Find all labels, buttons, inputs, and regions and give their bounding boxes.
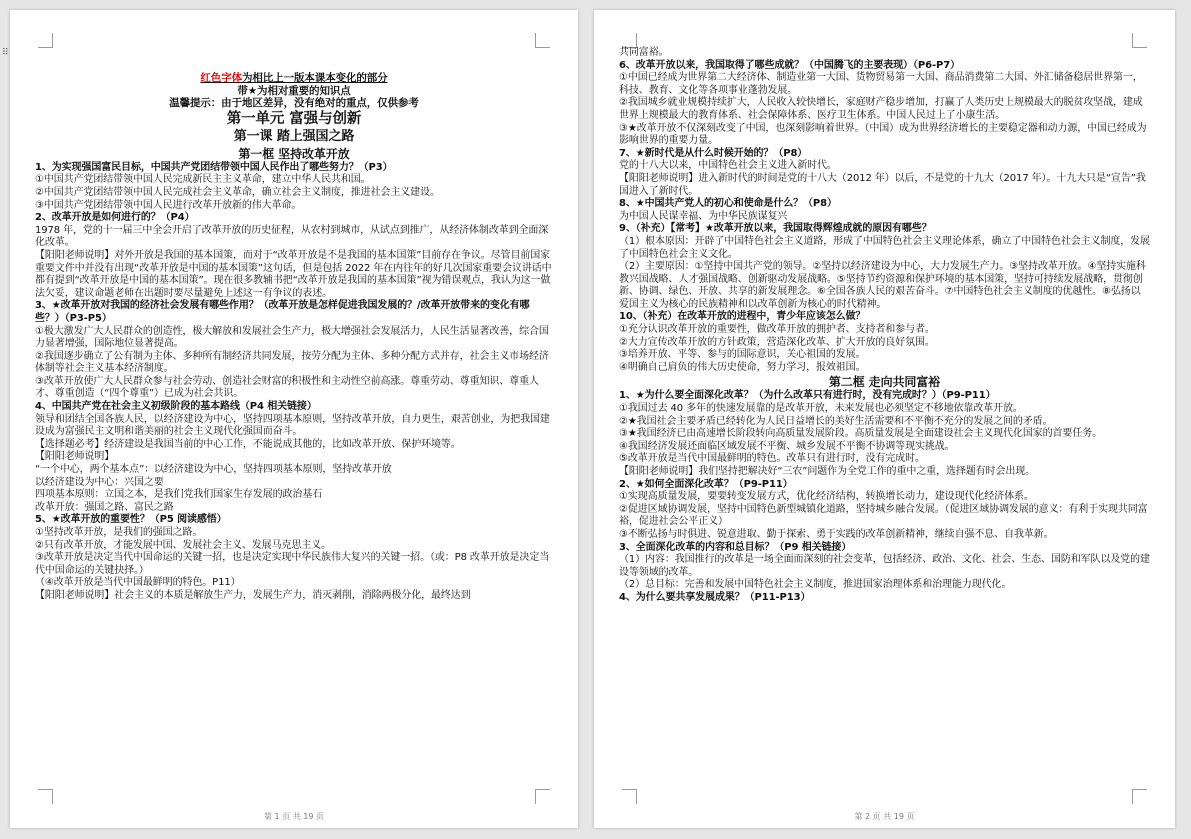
paragraph: ③培养开放、平等、参与的国际意识，关心祖国的发展。: [619, 349, 866, 361]
page-2-body-top: [619, 47, 1150, 374]
revision-note-text: 为相比上一版本课本变化的部分: [242, 72, 388, 84]
paragraph: ②促进区域协调发展，坚持中国特色新型城镇化道路，坚持城乡融合发展。（促进区域协调发展的意义：有利于实现共同富裕，促进社会公平正义）: [619, 503, 1148, 528]
paragraph: （2）主要原因：①坚持中国共产党的领导。②坚持以经济建设为中心，大力发展生产力。③坚持改革开放。④坚持实施科教兴国战略、人才强国战略、创新驱动发展战略。⑤坚持节约资源和保护环境的基本国策，坚持可持续发展战略，贯彻创新、协调、绿色、开放、共享的新发展理念。⑥全国各族人民的艰苦奋斗。⑦中国特色社会主义制度的优越性。⑧弘扬以爱国主义为核心的民族精神和以改革创新为核心的时代精神。: [619, 261, 1146, 310]
paragraph: ④明确自己肩负的伟大历史使命，努力学习，报效祖国。: [619, 361, 866, 373]
paragraph: ③不断弘扬与时俱进、锐意进取、勤于探索、勇于实践的改革创新精神，继续自强不息、自我革新。: [619, 528, 1054, 540]
paragraph: ②中国共产党团结带领中国人民完成社会主义革命，确立社会主义制度，推进社会主义建设。: [35, 186, 440, 198]
paragraph: 以经济建设为中心：兴国之要: [35, 476, 164, 488]
question-heading: 8、★中国共产党人的初心和使命是什么？（P8）: [619, 198, 837, 210]
paragraph: 领导和团结全国各族人民，以经济建设为中心，坚持四项基本原则，坚持改革开放，自力更生，艰苦创业，为把我国建设成为富强民主文明和谐美丽的社会主义现代化强国而奋斗。: [35, 413, 550, 438]
paragraph: ②只有改革开放，才能发展中国、发展社会主义、发展马克思主义。: [35, 539, 331, 551]
paragraph: 【阳阳老师说明】对外开放是我国的基本国策，而对于“改革开放是不是我国的基本国策”目前存在争议。尽管目前国家重要文件中并没有出现“改革开放是中国的基本国策”这句话，但是包括 2022 年在内往年的好几次国家重要会议讲话中都有提到“改革开放是中国的基本国策”。现在很多教辅书把“改革开放是我国的基本国策”视为错误观点，我认为这一做法欠妥，建议命题老师在出题时要尽量避免上述这一有争议的表述。: [35, 249, 552, 299]
frame-title-2: 第二框 走向共同富裕: [828, 375, 941, 390]
paragraph: 改革开放：强国之路、富民之路: [35, 501, 174, 513]
paragraph: ③中国共产党团结带领中国人民进行改革开放新的伟大革命。: [35, 199, 302, 211]
question-heading: 3、全面深化改革的内容和总目标？（P9 相关链接）: [619, 541, 852, 553]
paragraph: ③★改革开放不仅深刻改变了中国，也深刻影响着世界。（中国）成为世界经济增长的主要稳定器和动力源，中国已经成为影响世界的重要力量。: [619, 122, 1147, 147]
question-heading: 10、（补充）在改革开放的进程中，青少年应该怎么做？: [619, 311, 866, 323]
crop-mark: [38, 789, 53, 804]
paragraph: ⑤改革开放是当代中国最鲜明的特色。改革只有进行时，没有完成时。: [619, 453, 925, 465]
question-heading: 2、★如何全面深化改革？（P9-P11）: [619, 478, 793, 490]
page-2-body-bottom: [619, 390, 1150, 604]
paragraph: 为中国人民谋幸福、为中华民族谋复兴: [619, 210, 788, 222]
question-heading: 5、★改革开放的重要性？（P5 阅读感悟）: [35, 514, 227, 526]
paragraph: 四项基本原则：立国之本，是我们党我们国家生存发展的政治基石: [35, 489, 323, 501]
crop-mark: [1132, 33, 1147, 48]
question-heading: 9、（补充）【常考】★改革开放以来，我国取得辉煌成就的原因有哪些？: [619, 223, 932, 235]
paragraph: “一个中心，两个基本点”：以经济建设为中心，坚持四项基本原则，坚持改革开放: [35, 464, 392, 476]
paragraph: ①坚持改革开放，是我们的强国之路。: [35, 527, 203, 538]
paragraph: 共同富裕。: [619, 47, 669, 58]
paragraph: 1978 年，党的十一届三中全会开启了改革开放的历史征程，从农村到城市，从试点到推广，从经济体制改革到全面深化改革。: [35, 224, 549, 249]
frame-title: 第一框 坚持改革开放: [238, 146, 350, 161]
crop-mark: [1132, 789, 1147, 804]
paragraph: 【阳阳老师说明】进入新时代的时间是党的十八大（2012 年）以后，不是党的十九大（2017 年）。十九大只是“宣告”我国进入了新时代。: [619, 172, 1146, 197]
crop-mark: [622, 33, 637, 48]
paragraph: ③改革开放是决定当代中国命运的关键一招，也是决定实现中华民族伟大复兴的关键一招。（或：P8 改革开放是决定当代中国命运的关键抉择。）: [35, 552, 550, 576]
question-heading: 6、改革开放以来，我国取得了哪些成就？（中国腾飞的主要表现）（P6-P7）: [619, 59, 960, 71]
crop-mark: [622, 789, 637, 804]
page-1-content: [35, 72, 553, 603]
document-page-2: [594, 10, 1175, 828]
revision-note: [35, 72, 553, 85]
paragraph: 【阳阳老师说明】我们坚持把解决好“三农”问题作为全党工作的重中之重，选择题有时会出现。: [619, 466, 1036, 477]
question-heading: 2、改革开放是如何进行的？（P4）: [35, 212, 195, 224]
paragraph: （④改革开放是当代中国最鲜明的特色。P11）: [35, 577, 241, 589]
paragraph: ①中国共产党团结带领中国人民完成新民主主义革命，建立中华人民共和国。: [35, 174, 371, 186]
paragraph: 党的十八大以来，中国特色社会主义进入新时代。: [619, 160, 837, 172]
red-text-label: 红色字体: [200, 72, 242, 84]
question-heading: 7、★新时代是从什么时候开始的？（P8）: [619, 147, 808, 159]
paragraph: ②★我国社会主要矛盾已经转化为人民日益增长的美好生活需要和不平衡不充分的发展之间的矛盾。: [619, 415, 1053, 427]
warm-tip: 温馨提示：由于地区差异，没有绝对的重点，仅供参考: [169, 97, 419, 110]
paragraph: ②我国逐步确立了公有制为主体、多种所有制经济共同发展，按劳分配为主体、多种分配方式并存，社会主义市场经济体制等社会主义基本经济制度。: [35, 350, 549, 375]
page-footer: 第 1 页 共 19 页: [264, 812, 324, 821]
crop-mark: [535, 789, 550, 804]
paragraph: ③改革开放使广大人民群众参与社会劳动、创造社会财富的积极性和主动性空前高涨。尊重劳动、尊重知识、尊重人才、尊重创造（“四个尊重”）已成为社会共识。: [35, 375, 539, 400]
paragraph: ③★我国经济已由高速增长阶段转向高质量发展阶段。高质量发展是全面建设社会主义现代化国家的首要任务。: [619, 428, 1103, 440]
paragraph: ④我国经济发展还面临区域发展不平衡、城乡发展不平衡不协调等现实挑战。: [619, 440, 955, 452]
paragraph: ①实现高质量发展，要要转变发展方式，优化经济结构，转换增长动力，建设现代化经济体系。: [619, 491, 1034, 503]
question-heading: 4、为什么要共享发展成果？（P11-P13）: [619, 591, 811, 603]
paragraph: ②我国城乡就业规模持续扩大，人民收入较快增长，家庭财产稳步增加，打赢了人类历史上规模最大的脱贫攻坚战，建成世界上规模最大的教育体系、社会保障体系、医疗卫生体系。中国人民过上了小康生活。: [619, 97, 1143, 121]
paragraph: ①充分认识改革开放的重要性，做改革开放的拥护者、支持者和参与者。: [619, 324, 935, 336]
paragraph: ①中国已经成为世界第二大经济体、制造业第一大国、货物贸易第一大国、商品消费第二大国、外汇储备稳居世界第一，科技、教育、文化等各项事业蓬勃发展。: [619, 72, 1143, 96]
question-heading: 1、为实现强国富民目标，中国共产党团结带领中国人民作出了哪些努力？（P3）: [35, 161, 393, 173]
paragraph: 【阳阳老师说明】: [35, 451, 115, 463]
question-heading: 1、★为什么要全面深化改革？（为什么改革只有进行时，没有完成时？）（P9-P11）: [619, 390, 996, 402]
unit-title: 第一单元 富强与创新: [226, 109, 362, 127]
paragraph: （1）根本原因：开辟了中国特色社会主义道路，形成了中国特色社会主义理论体系，确立了中国特色社会主义制度，发展了中国特色社会主义文化。: [619, 235, 1150, 260]
paragraph: 【选择题必考】经济建设是我国当前的中心工作，不能说成其他的，比如改革开放、保护环境等。: [35, 438, 461, 450]
paragraph: （1）内容：我国推行的改革是一场全面而深刻的社会变革，包括经济、政治、文化、社会、生态、国防和军队以及党的建设等领域的改革。: [619, 554, 1150, 578]
page-2-content: [619, 47, 1150, 605]
page-1-body: [35, 162, 553, 603]
crop-mark: [535, 33, 550, 48]
star-note: 带★为相对重要的知识点: [237, 84, 351, 97]
paragraph: ①我国过去 40 多年的快速发展靠的是改革开放，未来发展也必须坚定不移地依靠改革开放。: [619, 403, 1023, 415]
page-footer: 第 2 页 共 19 页: [854, 812, 915, 821]
question-heading: 3、★改革开放对我国的经济社会发展有哪些作用？（改革开放是怎样促进我国发展的？/改革开放带来的变化有哪些？）（P3-P5）: [35, 300, 530, 324]
paragraph: 【阳阳老师说明】社会主义的本质是解放生产力，发展生产力，消灭剥削，消除两极分化，最终达到: [35, 589, 471, 601]
document-page-1: [10, 10, 578, 828]
question-heading: 4、中国共产党在社会主义初级阶段的基本路线（P4 相关链接）: [35, 401, 317, 413]
paragraph: ①极大激发广大人民群众的创造性，极大解放和发展社会生产力，极大增强社会发展活力，人民生活显著改善，综合国力显著增强，国际地位显著提高。: [35, 325, 549, 350]
paragraph: ②大力宣传改革开放的方针政策，营造深化改革、扩大开放的良好氛围。: [619, 336, 935, 348]
lesson-title: 第一课 踏上强国之路: [233, 128, 355, 144]
paragraph: （2）总目标：完善和发展中国特色社会主义制度，推进国家治理体系和治理能力现代化。: [619, 579, 1012, 591]
crop-mark: [38, 33, 53, 48]
drag-handle-icon[interactable]: ⠿: [2, 48, 10, 58]
